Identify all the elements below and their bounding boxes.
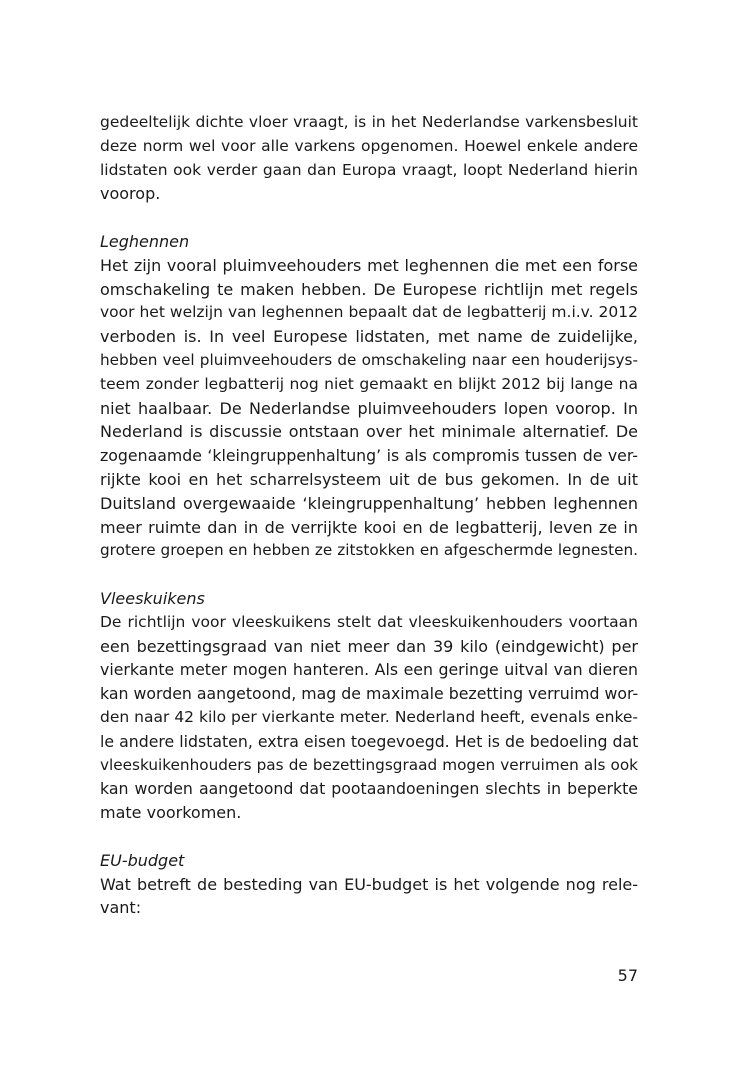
text-line: voorop.	[100, 184, 161, 204]
text-line: kan worden aangetoond dat pootaandoeningen slechts in beperkte	[100, 779, 638, 799]
section-heading-vleeskuikens: Vleeskuikens	[100, 588, 205, 608]
paragraph-gap	[100, 206, 638, 230]
text-line: De richtlijn voor vleeskuikens stelt dat vleeskuikenhouders voortaan	[100, 612, 638, 631]
leghennen-paragraph	[100, 254, 638, 563]
text-line: gedeeltelijk dichte vloer vraagt, is in het Nederlandse varkensbesluit	[100, 113, 638, 131]
text-line: vleeskuikenhouders pas de bezettingsgraad mogen verruimen als ook	[100, 755, 638, 774]
text-line: verboden is. In veel Europese lidstaten, met name de zuidelijke,	[100, 327, 638, 347]
paragraph-gap	[100, 825, 638, 849]
text-line: kan worden aangetoond, mag de maximale bezetting verruimd wor-	[100, 684, 639, 704]
text-line: rijkte kooi en het scharrelsysteem uit de bus gekomen. In de uit	[100, 469, 638, 489]
text-line: Wat betreft de besteding van EU-budget is het volgende nog rele-	[100, 874, 638, 894]
page-content	[100, 111, 638, 920]
paragraph-gap	[100, 563, 638, 587]
text-line: lidstaten ook verder gaan dan Europa vraagt, loopt Nederland hierin	[100, 160, 638, 179]
text-line: zogenaamde ‘kleingruppenhaltung’ is als compromis tussen de ver-	[100, 446, 638, 466]
text-line: teem zonder legbatterij nog niet gemaakt en blijkt 2012 bij lange na	[100, 374, 638, 393]
text-line: omschakeling te maken hebben. De Europese richtlijn met regels	[100, 279, 638, 299]
text-line: niet haalbaar. De Nederlandse pluimveehouders lopen voorop. In	[100, 398, 638, 418]
section-heading-eu-budget: EU-budget	[100, 850, 185, 870]
section-heading-leghennen: Leghennen	[100, 231, 190, 251]
text-line: vant:	[100, 898, 142, 918]
text-line: den naar 42 kilo per vierkante meter. Nederland heeft, evenals enke-	[100, 707, 638, 726]
intro-paragraph	[100, 111, 638, 206]
text-line: Het zijn vooral pluimveehouders met leghennen die met een forse	[100, 255, 638, 275]
text-line: deze norm wel voor alle varkens opgenomen. Hoewel enkele andere	[100, 136, 638, 155]
text-line: hebben veel pluimveehouders de omschakeling naar een houderijsys-	[100, 350, 638, 369]
text-line: vierkante meter mogen hanteren. Als een geringe uitval van dieren	[100, 660, 638, 680]
text-line: le andere lidstaten, extra eisen toegevoegd. Het is de bedoeling dat	[100, 731, 639, 751]
text-line: meer ruimte dan in de verrijkte kooi en de legbatterij, leven ze in	[100, 517, 638, 537]
text-line: mate voorkomen.	[100, 803, 242, 823]
text-line: grotere groepen en hebben ze zitstokken en afgeschermde legnesten.	[100, 541, 638, 560]
eu-budget-paragraph	[100, 873, 638, 921]
page-number: 57	[617, 966, 638, 985]
text-line: Duitsland overgewaaide ‘kleingruppenhaltung’ hebben leghennen	[100, 493, 638, 513]
text-line: voor het welzijn van leghennen bepaalt dat de legbatterij m.i.v. 2012	[100, 303, 638, 322]
text-line: Nederland is discussie ontstaan over het minimale alternatief. De	[100, 422, 638, 442]
vleeskuikens-paragraph	[100, 611, 638, 825]
text-line: een bezettingsgraad van niet meer dan 39 kilo (eindgewicht) per	[100, 636, 638, 656]
